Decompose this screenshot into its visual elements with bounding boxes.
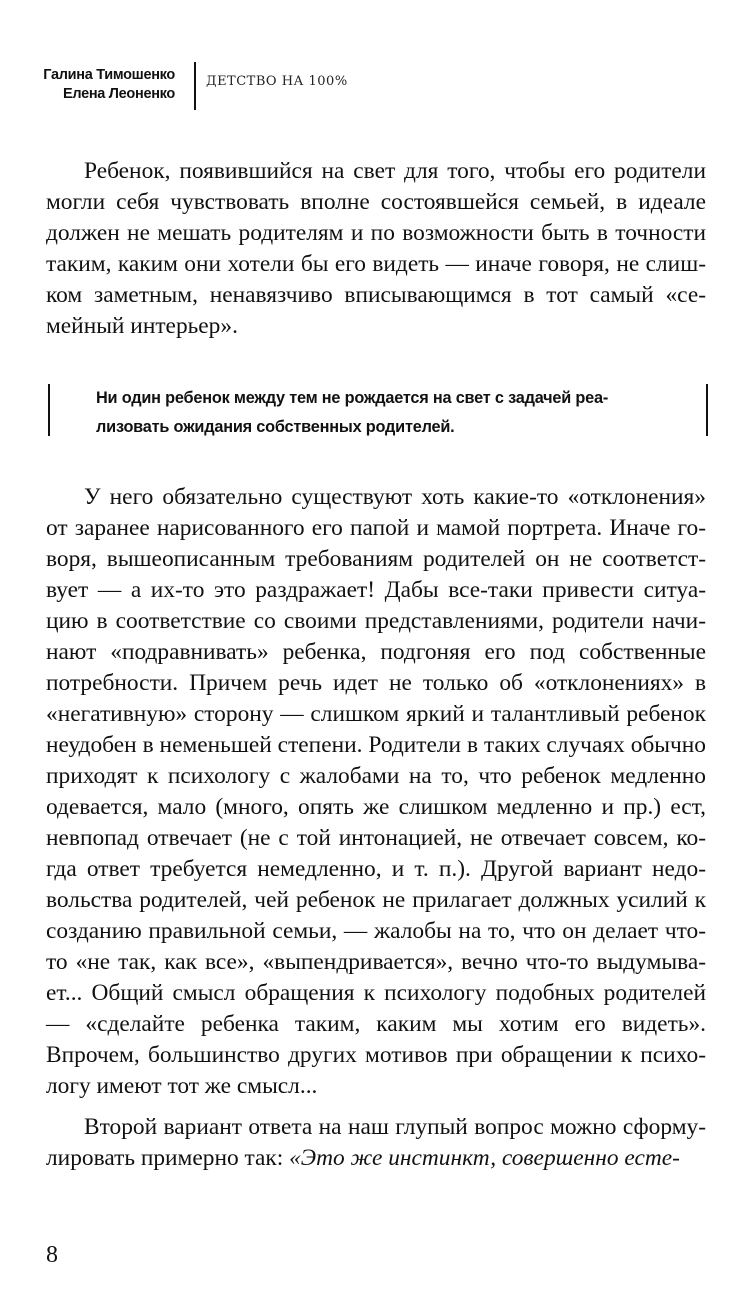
running-header	[0, 62, 750, 122]
callout-box	[48, 380, 708, 438]
paragraph	[46, 1112, 706, 1174]
paragraph: У него обязательно существуют хоть какие-то «отклонения» от заранее нарисованного его папой и мамой портрета. Иначе говоря, вышеописанным требованиям родителей он не соответствует — а их-то это раздражает! Дабы все-таки привести ситуацию в соответствие со своими представлениями, родители начинают «подравнивать» ребенка, подгоняя его под собственные потребности. Причем речь идет не только об «отклонениях» в «негативную» сторону — слишком яркий и талантливый ребенок неудобен в неменьшей степени. Родители в таких случаях обычно приходят к психологу с жалобами на то, что ребенок медленно одевается, мало (много, опять же слишком медленно и пр.) ест, невпопад отвечает (не с той интонацией, не отвечает совсем, когда ответ требуется немедленно, и т. п.). Другой вариант недовольства родителей, чей ребенок не прилагает должных усилий к созданию правильной семьи, — жалобы на то, что он делает что-то «не так, как все», «выпендривается», вечно что-то выдумывает... Общий смысл обращения к психологу подобных родителей — «сделайте ребенка таким, каким мы хотим его видеть». Впрочем, большинство других мотивов при обращении к психологу имеют тот же смысл...	[46, 484, 706, 1099]
callout-right-rule	[706, 384, 708, 436]
authors	[43, 66, 175, 104]
author-name: Галина Тимошенко	[43, 67, 175, 83]
callout-left-rule	[48, 384, 50, 436]
header-divider	[194, 62, 196, 110]
author-name: Елена Леоненко	[62, 86, 175, 102]
paragraph-lead-text: Второй вариант ответа на наш глупый вопрос можно сформулировать примерно так:	[46, 1114, 706, 1171]
paragraph-italic-quote: «Это же инстинкт, совершенно есте-	[289, 1145, 680, 1171]
paragraph: Ребенок, появившийся на свет для того, чтобы его родители могли себя чувствовать вполне состоявшейся семьей, в идеале должен не мешать родителям и по возможности быть в точности таким, каким они хотели бы его видеть — иначе говоря, не слишком заметным, ненавязчиво вписывающимся в тот самый «семейный интерьер».	[46, 158, 706, 339]
page-number: 8	[46, 1242, 58, 1268]
book-title: ДЕТСТВО НА 100%	[206, 74, 348, 89]
callout-text: Ни один ребенок между тем не рождается на свет с задачей реализовать ожидания собственных родителей.	[96, 389, 609, 436]
